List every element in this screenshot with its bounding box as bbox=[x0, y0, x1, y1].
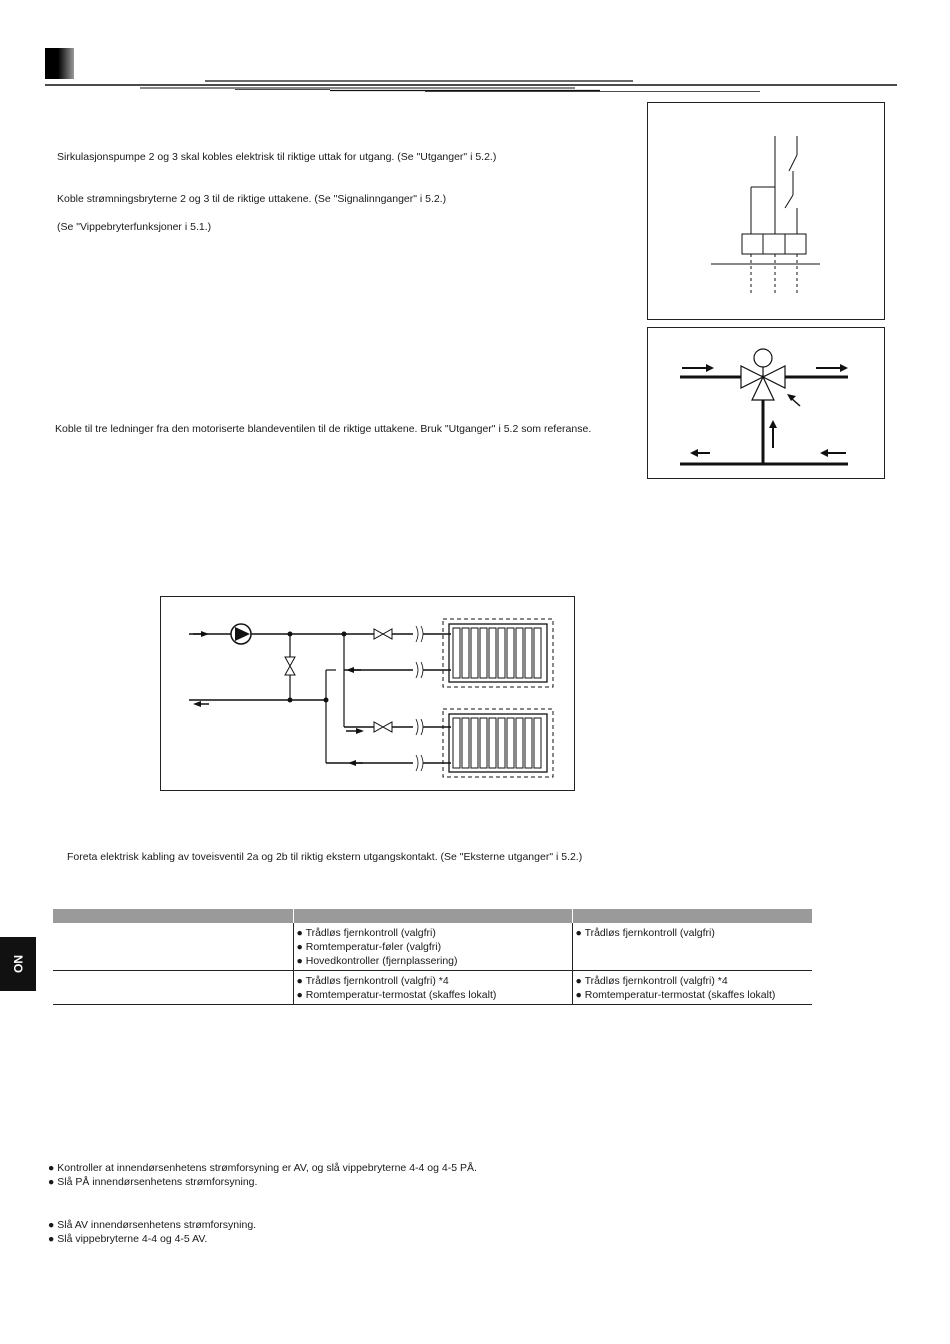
table-row bbox=[53, 971, 812, 1005]
table-header-row bbox=[53, 909, 812, 923]
language-tab-label: NO bbox=[11, 955, 25, 973]
paragraph-dip-switch-ref: (Se "Vippebryterfunksjoner i 5.1.) bbox=[57, 221, 212, 233]
table-cell bbox=[53, 971, 293, 1005]
bullet-list-disable bbox=[48, 1218, 256, 1246]
header-rules bbox=[0, 75, 950, 95]
table-cell: ● Trådløs fjernkontroll (valgfri) ● Romtemperatur-føler (valgfri) ● Hovedkontroller (fjernplassering) bbox=[293, 923, 572, 971]
paragraph-two-way-valve: Foreta elektrisk kabling av toveisventil 2a og 2b til riktig ekstern utgangskontakt. (Se "Eksterne utganger" i 5.2.) bbox=[67, 851, 583, 863]
paragraph-mixing-valve: Koble til tre ledninger fra den motoriserte blandeventilen til de riktige uttakene. Bruk "Utganger" i 5.2 som referanse. bbox=[55, 423, 592, 435]
table-cell bbox=[53, 923, 293, 971]
bullet-list-enable bbox=[48, 1161, 477, 1189]
language-tab bbox=[0, 937, 36, 991]
table-row bbox=[53, 923, 812, 971]
table-cell: ● Trådløs fjernkontroll (valgfri) bbox=[572, 923, 812, 971]
table-cell: ● Trådløs fjernkontroll (valgfri) *4 ● Romtemperatur-termostat (skaffes lokalt) bbox=[293, 971, 572, 1005]
remote-control-options-table bbox=[53, 909, 812, 1005]
wiring-diagram bbox=[648, 103, 884, 319]
paragraph-pump-wiring: Sirkulasjonspumpe 2 og 3 skal kobles elektrisk til riktige uttak for utgang. (Se "Utganger" i 5.2.) bbox=[57, 151, 497, 163]
radiator-circuit-diagram-box bbox=[160, 596, 575, 791]
mixing-valve-diagram-box bbox=[647, 327, 885, 479]
paragraph-flow-switch: Koble strømningsbryterne 2 og 3 til de riktige uttakene. (Se "Signalinnganger" i 5.2.) bbox=[57, 193, 447, 205]
wiring-diagram-box bbox=[647, 102, 885, 320]
list-item: ● Slå AV innendørsenhetens strømforsyning. bbox=[48, 1219, 257, 1231]
table-cell: ● Trådløs fjernkontroll (valgfri) *4 ● Romtemperatur-termostat (skaffes lokalt) bbox=[572, 971, 812, 1005]
radiator-circuit-diagram bbox=[161, 597, 574, 790]
list-item: ● Kontroller at innendørsenhetens strømforsyning er AV, og slå vippebryterne 4-4 og 4-5 PÅ. bbox=[48, 1162, 477, 1174]
mixing-valve-diagram bbox=[648, 328, 884, 478]
list-item: ● Slå vippebryterne 4-4 og 4-5 AV. bbox=[48, 1233, 208, 1245]
list-item: ● Slå PÅ innendørsenhetens strømforsyning. bbox=[48, 1176, 258, 1188]
